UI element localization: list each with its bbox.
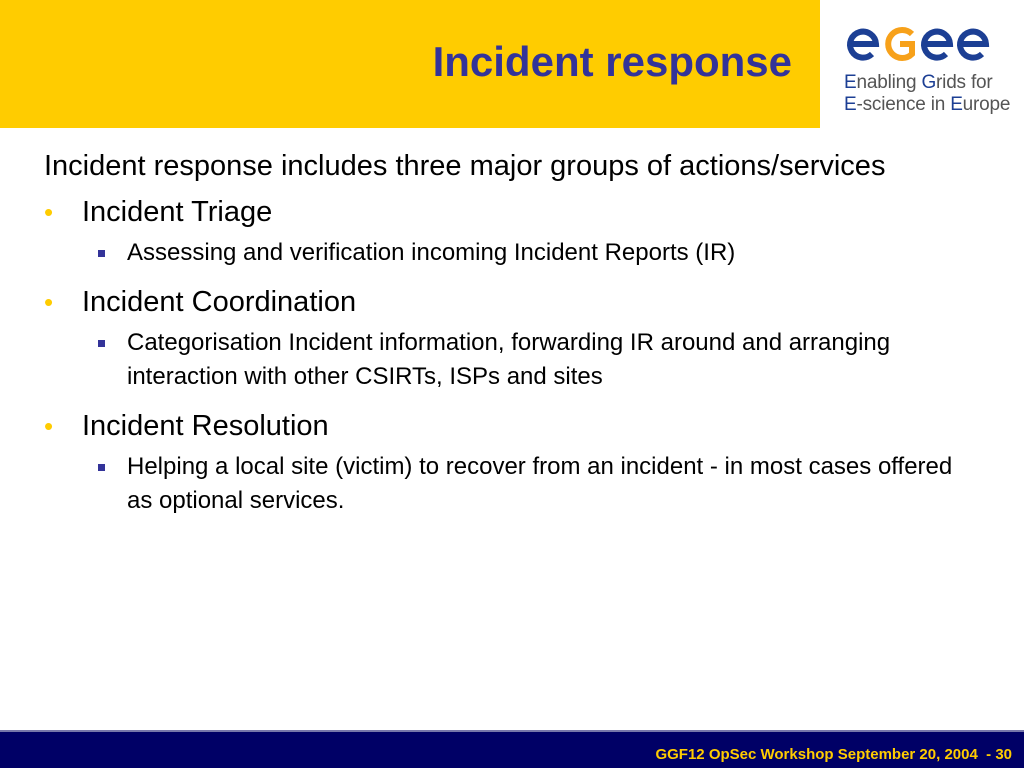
logo-tagline-line-2: E-science in Europe	[844, 94, 1011, 115]
square-bullet-icon	[98, 250, 105, 257]
logo-tagline-line-1: Enabling Grids for	[844, 72, 993, 93]
bullet-heading: Incident Triage	[82, 196, 273, 228]
bullet-dot-icon: •	[44, 287, 54, 317]
sub-bullet-resolution	[44, 450, 984, 518]
bullet-incident-triage	[44, 192, 984, 232]
intro-paragraph: Incident response includes three major groups of actions/services	[44, 150, 886, 182]
bullet-dot-icon: •	[44, 197, 54, 227]
slide-title: Incident response	[432, 38, 792, 85]
sub-bullet-text: Helping a local site (victim) to recover from an incident - in most cases offered as optional services.	[127, 453, 953, 514]
footer-text: GGF12 OpSec Workshop September 20, 2004 - 30	[655, 746, 1012, 763]
sub-bullet-coordination	[44, 326, 984, 394]
bullet-incident-resolution	[44, 406, 984, 446]
sub-bullet-text: Categorisation Incident information, forwarding IR around and arranging interaction with other CSIRTs, ISPs and sites	[127, 329, 891, 390]
bullet-dot-icon: •	[44, 411, 54, 441]
egee-logo	[838, 22, 1014, 122]
square-bullet-icon	[98, 340, 105, 347]
bullet-heading: Incident Resolution	[82, 410, 329, 442]
bullet-incident-coordination	[44, 282, 984, 322]
sub-bullet-triage	[44, 236, 984, 270]
sub-bullet-text: Assessing and verification incoming Incident Reports (IR)	[127, 239, 736, 266]
slide-body	[44, 146, 984, 530]
egee-wordmark-icon	[842, 22, 1002, 66]
square-bullet-icon	[98, 464, 105, 471]
bullet-heading: Incident Coordination	[82, 286, 357, 318]
